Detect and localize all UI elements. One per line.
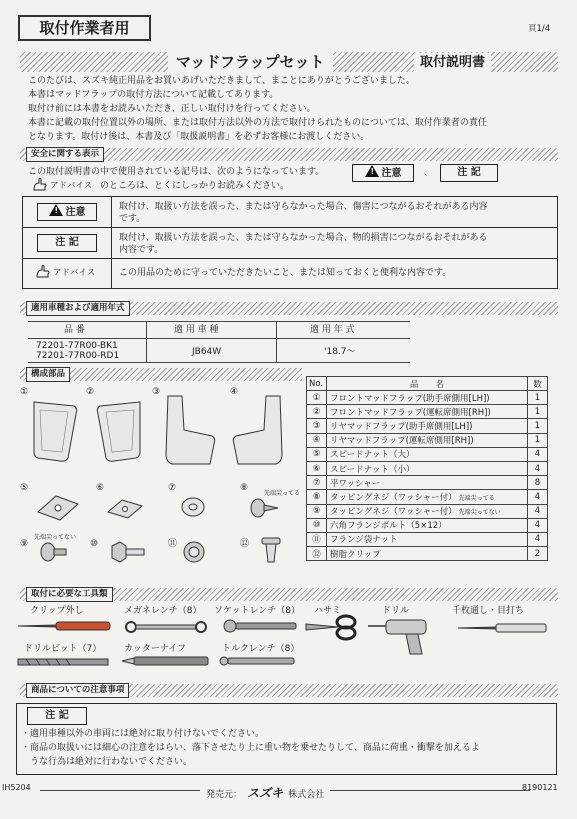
tool-label-drill-bit: ドリルビット（7）	[24, 644, 102, 654]
parts-row-name	[327, 433, 528, 447]
tool-label-socket-wrench: ソケットレンチ（8）	[214, 606, 300, 616]
parts-row-qty: 1	[528, 391, 548, 405]
rear-flap-rh-figure	[230, 394, 286, 468]
fig-label-7: ⑦	[168, 483, 177, 493]
fig-note-sharp: 先端尖ってる	[264, 490, 301, 497]
safety-explain-line: のところは、とくにしっかりお読みください。	[100, 181, 290, 191]
parts-row-qty: 4	[528, 461, 548, 475]
parts-row-qty: 4	[528, 518, 548, 532]
fig-label-9: ⑨	[20, 539, 29, 549]
parts-row-no: ⑦	[307, 476, 327, 490]
tools-section-title: 取付に必要な工具類	[26, 587, 113, 602]
advice-hand-icon	[32, 178, 48, 192]
caution-row-text-2: です。	[119, 214, 146, 224]
safety-table	[22, 196, 558, 289]
parts-row-name-text: フロントマッドフラップ(運転席側用[RH])	[330, 407, 491, 418]
fig-label-4: ④	[230, 387, 239, 397]
parts-row-name	[327, 490, 528, 504]
parts-row	[307, 391, 548, 405]
tool-label-scissors: ハサミ	[314, 606, 342, 616]
advice-row-text: この用品のために守っていただきたいこと、または知っておくと便利な内容です。	[119, 268, 452, 278]
parts-row-name-text: 平ワッシャー	[330, 478, 381, 489]
notice-row-label: 注 記	[37, 234, 97, 252]
parts-row-qty: 1	[528, 433, 548, 447]
fig-label-8: ⑧	[240, 483, 249, 493]
tool-label-drill: ドリル	[382, 606, 410, 616]
parts-row	[307, 547, 548, 561]
note-line-3: うな行為は絶対に行わないでください。	[21, 757, 193, 767]
tool-label-torque-wrench: トルクレンチ（8）	[222, 644, 300, 654]
parts-col-name: 品 名	[327, 377, 528, 391]
parts-row-no: ③	[307, 419, 327, 433]
scissors-icon	[304, 614, 360, 640]
parts-row-name	[327, 419, 528, 433]
drill-bit-icon	[16, 658, 112, 666]
parts-row-name-text: フロントマッドフラップ(助手席側用[LH])	[330, 393, 490, 404]
parts-row-qty: 2	[528, 547, 548, 561]
parts-row	[307, 433, 548, 447]
parts-row-qty: 4	[528, 490, 548, 504]
flange-cap-nut-figure	[182, 540, 206, 564]
models-section-title: 適用車種および適用年式	[26, 301, 130, 316]
parts-row-name-text: タッピングネジ（ワッシャー付）	[330, 507, 457, 518]
parts-row-no: ④	[307, 433, 327, 447]
fig-label-6: ⑥	[96, 483, 105, 493]
resin-clip-figure	[258, 536, 284, 566]
intro-line-3: 取付け前には本書をお読みいただき、正しい取付けを行ってください。	[28, 104, 316, 114]
note-line-2: ・商品の取扱いには細心の注意をはらい、落下させたり上に重い物を乗せたりして、商品に荷重・衝撃を加えるよ	[21, 743, 480, 753]
clip-remover-icon	[16, 620, 112, 632]
warning-triangle-icon: !	[365, 165, 379, 177]
parts-row-qty: 8	[528, 476, 548, 490]
parts-row-name	[327, 405, 528, 419]
notice-badge: 注 記	[440, 164, 498, 182]
parts-row	[307, 419, 548, 433]
parts-row	[307, 504, 548, 518]
socket-wrench-icon	[222, 618, 298, 634]
tool-label-box-wrench: メガネレンチ（8）	[124, 606, 202, 616]
fig-label-12: ⑫	[240, 539, 250, 549]
flat-washer-figure	[180, 496, 206, 518]
intro-line-5: となります。取付け後は、本書及び「取扱説明書」を必ずお客様にお渡しください。	[28, 132, 370, 142]
parts-row	[307, 518, 548, 532]
doc-code-left: IH5204	[2, 783, 31, 792]
parts-row-name-text: スピードナット（大）	[330, 450, 415, 461]
parts-col-no: No.	[307, 377, 327, 391]
parts-row-no: ⑨	[307, 504, 327, 518]
speed-nut-small-figure	[106, 496, 144, 520]
notes-box	[16, 703, 557, 775]
publisher-label: 発売元：	[206, 790, 243, 800]
cutter-knife-icon	[120, 656, 212, 666]
parts-row	[307, 532, 548, 546]
doc-subtitle: 取付説明書	[414, 53, 491, 72]
advice-row-label: アドバイス	[53, 268, 96, 278]
parts-row-qty: 4	[528, 447, 548, 461]
parts-row-name-text: 六角フランジボルト（5×12）	[330, 521, 447, 532]
fig-note-blunt: 先端尖ってない	[34, 534, 77, 541]
parts-row-no: ⑩	[307, 518, 327, 532]
tapping-screw-blunt-figure	[40, 540, 70, 564]
parts-row	[307, 476, 548, 490]
parts-row-qty: 4	[528, 532, 548, 546]
note-line-1: ・適用車種以外の車両には絶対に取り付けないでください。	[21, 729, 265, 739]
doc-code-right: 8190121	[522, 783, 558, 792]
caution-row-label: ! 注意	[37, 203, 97, 221]
parts-row-name	[327, 476, 528, 490]
audience-tag: 取付作業者用	[18, 15, 151, 41]
parts-row-name	[327, 461, 528, 475]
tool-label-awl: 千枚通し・目打ち	[452, 606, 525, 616]
parts-row	[307, 405, 548, 419]
torque-wrench-icon	[218, 656, 296, 666]
notice-row-text-2: 内容です。	[119, 245, 164, 255]
notes-section-title: 商品についての注意事項	[26, 683, 129, 698]
box-wrench-icon	[124, 620, 208, 634]
intro-line-4: 本書に記載の取付位置以外の場所、または取付方法以外の方法で取付けられたものについては、取付作業者の責任	[28, 118, 487, 128]
doc-title: マッドフラップセット	[168, 52, 333, 72]
parts-illustration	[18, 384, 303, 572]
models-col-year: 適 用 年 式	[310, 325, 355, 335]
parts-row-no: ⑤	[307, 447, 327, 461]
parts-row	[307, 490, 548, 504]
rear-flap-lh-figure	[162, 394, 218, 468]
parts-row-note: 先端尖ってる	[458, 494, 495, 502]
parts-row-name	[327, 447, 528, 461]
parts-section-title: 構成部品	[26, 367, 70, 382]
parts-row-no: ①	[307, 391, 327, 405]
badge-separator: 、	[424, 168, 434, 178]
hex-flange-bolt-figure	[110, 540, 146, 564]
parts-row-name-text: タッピングネジ（ワッシャー付）	[330, 492, 457, 503]
parts-row-qty: 1	[528, 419, 548, 433]
models-col-model: 適 用 車 種	[174, 325, 219, 335]
warning-triangle-icon: !	[49, 204, 63, 216]
drill-icon	[366, 614, 432, 658]
page-number: 頁1/4	[528, 24, 551, 34]
parts-row-qty: 4	[528, 504, 548, 518]
caution-badge: ! 注意	[352, 164, 414, 182]
parts-row-name-text: 樹脂クリップ	[330, 549, 381, 560]
parts-row-name	[327, 532, 528, 546]
parts-row-no: ⑫	[307, 547, 327, 561]
parts-row-no: ⑥	[307, 461, 327, 475]
part-number-1: 72201-77R00-BK1	[36, 341, 118, 351]
advice-inline-label: アドバイス	[50, 181, 93, 191]
parts-row-name-text: リヤマッドフラップ(助手席側用[LH])	[330, 421, 473, 432]
intro-line-1: このたびは、スズキ純正用品をお買いあげいただきまして、まことにありがとうございました。	[28, 76, 415, 86]
suzuki-brand: スズキ	[247, 786, 284, 800]
front-flap-rh-figure	[94, 400, 144, 464]
parts-row-note: 先端尖ってない	[458, 509, 501, 517]
parts-row-name	[327, 518, 528, 532]
models-table	[28, 321, 410, 363]
tool-label-clip-remover: クリップ外し	[30, 606, 84, 616]
models-col-part: 品 番	[64, 325, 85, 335]
fig-label-5: ⑤	[20, 483, 29, 493]
parts-row-name-text: リヤマッドフラップ(運転席側用[RH])	[330, 436, 474, 447]
safety-intro-line: この取付説明書の中で使用されている記号は、次のようになっています。	[28, 167, 325, 177]
model-year: '18.7〜	[324, 347, 356, 357]
parts-row-name	[327, 547, 528, 561]
notice-row-text: 取付け、取扱い方法を誤った、または守らなかった場合、物的損害につながるおそれがある	[119, 233, 488, 243]
notes-label-badge: 注 記	[27, 707, 87, 725]
fig-label-1: ①	[20, 387, 29, 397]
parts-list-table	[306, 376, 548, 561]
intro-line-2: 本書はマッドフラップの取付方法について記載してあります。	[28, 90, 279, 100]
model-code: JB64W	[192, 347, 222, 357]
fig-label-3: ③	[152, 387, 161, 397]
fig-label-11: ⑪	[168, 539, 178, 549]
company-suffix: 株式会社	[288, 790, 325, 800]
parts-row-no: ⑧	[307, 490, 327, 504]
part-number-2: 72201-77R00-RD1	[36, 351, 120, 361]
parts-row-name	[327, 504, 528, 518]
tool-label-cutter: カッターナイフ	[124, 644, 187, 654]
advice-hand-icon	[35, 265, 51, 279]
caution-row-text: 取付け、取扱い方法を誤った、または守らなかった場合、傷害につながるおそれがある内容	[119, 202, 488, 212]
parts-row-name	[327, 391, 528, 405]
parts-row-qty: 1	[528, 405, 548, 419]
parts-col-qty: 数	[528, 377, 548, 391]
parts-row-name-text: スピードナット（小）	[330, 464, 415, 475]
awl-icon	[456, 622, 548, 634]
parts-row-no: ②	[307, 405, 327, 419]
parts-row-no: ⑪	[307, 532, 327, 546]
safety-section-title: 安全に関する表示	[26, 147, 104, 162]
fig-label-2: ②	[86, 387, 95, 397]
parts-row	[307, 447, 548, 461]
fig-label-10: ⑩	[90, 539, 99, 549]
parts-row	[307, 461, 548, 475]
parts-row-name-text: フランジ袋ナット	[330, 535, 398, 546]
speed-nut-large-figure	[36, 492, 80, 522]
front-flap-lh-figure	[30, 400, 80, 464]
tapping-screw-sharp-figure	[250, 496, 280, 520]
publisher	[200, 782, 330, 801]
